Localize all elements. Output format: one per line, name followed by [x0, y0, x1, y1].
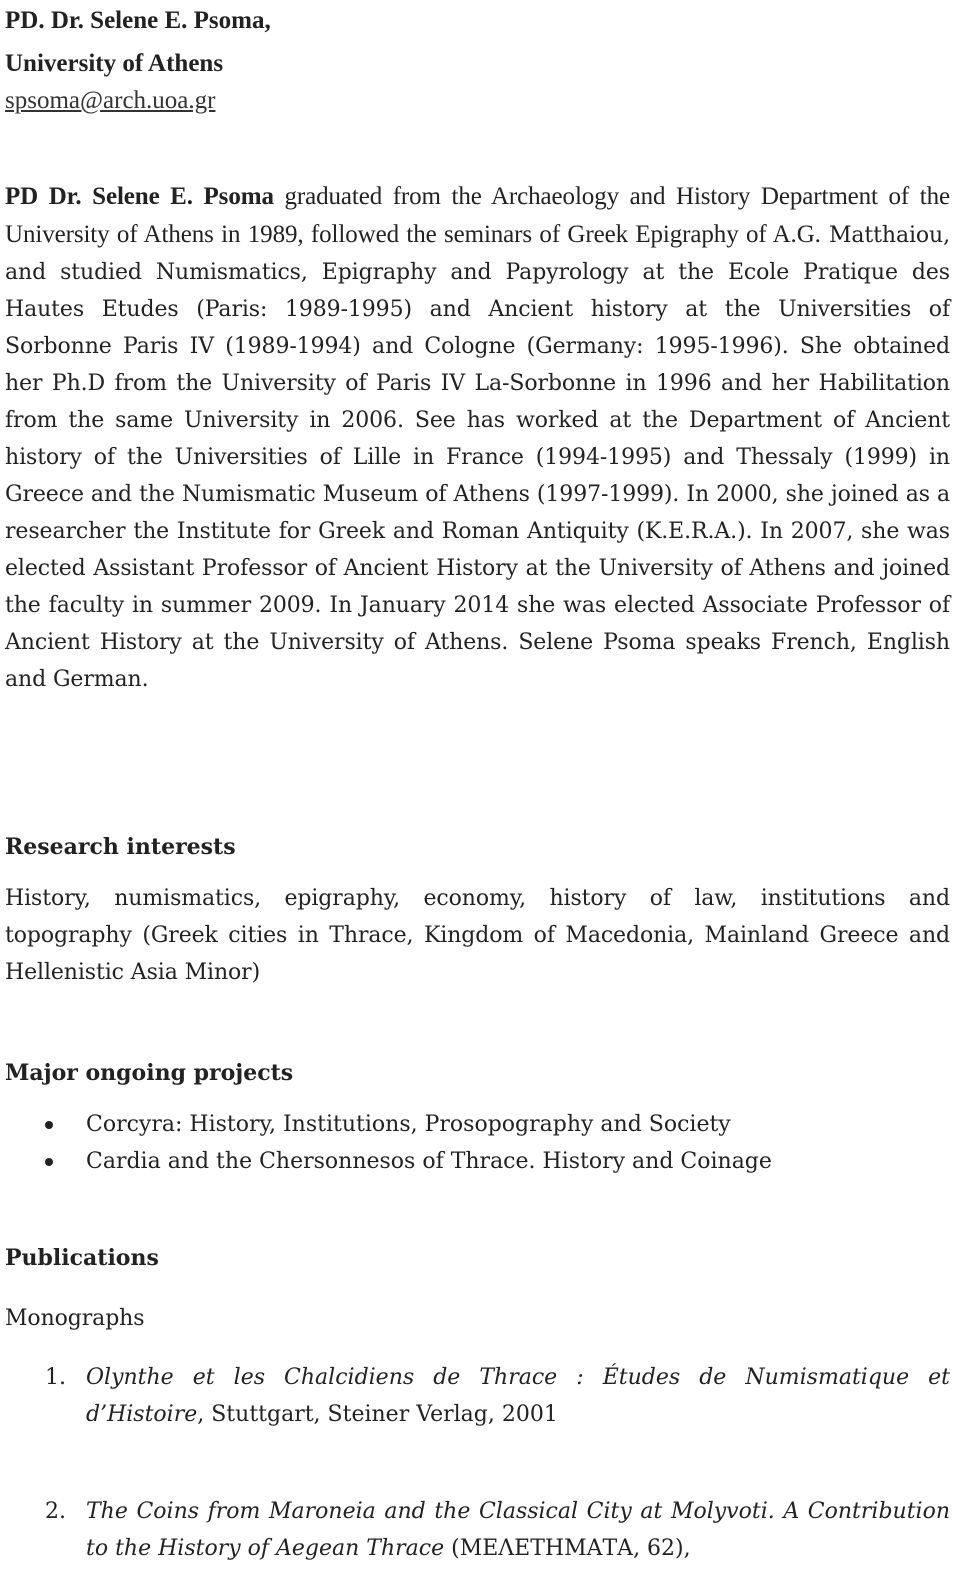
monographs-list-continued	[5, 1493, 950, 1567]
publications-heading: Publications	[5, 1245, 159, 1271]
publication-item	[5, 1493, 950, 1567]
monographs-list	[5, 1359, 950, 1433]
bio-lead-name: PD Dr. Selene E. Psoma	[5, 183, 274, 210]
research-interests-heading: Research interests	[5, 834, 236, 860]
project-item-text: Corcyra: History, Institutions, Prosopography and Society	[86, 1112, 731, 1137]
project-item	[5, 1106, 950, 1143]
research-interests-text: History, numismatics, epigraphy, economy, history of law, institutions and topography (Greek cities in Thrace, Kingdom of Macedonia, Mainland Greece and Hellenistic Asia Minor)	[5, 886, 950, 985]
project-item	[5, 1143, 950, 1180]
publication-title: The Coins from Maroneia and the Classical City at Molyvoti. A Contribution to the History of Aegean Thrace	[86, 1499, 950, 1561]
publication-number: 1.	[45, 1365, 66, 1390]
projects-list	[5, 1106, 950, 1180]
monographs-subheading: Monographs	[5, 1306, 145, 1331]
publication-title: Olynthe et les Chalcidiens de Thrace : Études de Numismatique et d’Histoire	[86, 1365, 950, 1427]
bullet-icon	[45, 1158, 53, 1166]
author-affiliation: University of Athens	[5, 50, 224, 77]
bio-first-lines	[5, 183, 950, 248]
author-email-link[interactable]: spsoma@arch.uoa.gr	[5, 87, 216, 114]
bio-lead-text: graduated from the Archaeology and History Department of the University of Athens in 1989, followed the seminars of Greek Epigraphy of A.G.	[5, 183, 950, 248]
author-name-line: PD. Dr. Selene E. Psoma,	[5, 7, 271, 34]
publication-details: , Stuttgart, Steiner Verlag, 2001	[197, 1402, 558, 1427]
publication-details: (ΜΕΛΕΤΗΜΑΤΑ, 62),	[444, 1536, 691, 1561]
bullet-icon	[45, 1121, 53, 1129]
publication-number: 2.	[45, 1499, 66, 1524]
bio-paragraph	[5, 178, 950, 698]
project-item-text: Cardia and the Chersonnesos of Thrace. History and Coinage	[86, 1149, 772, 1174]
projects-heading: Major ongoing projects	[5, 1060, 294, 1086]
bio-body-text: Matthaiou, and studied Numismatics, Epigraphy and Papyrology at the Ecole Pratique des Hautes Etudes (Paris: 1989-1995) and Ancient history at the Universities of Sorbonne Paris IV (1989-1994) and Cologne (Germany: 1995-1996). She obtained her Ph.D from the University of Paris IV La-Sorbonne in 1996 and her Habilitation from the same University in 2006. See has worked at the Department of Ancient history of the Universities of Lille in France (1994-1995) and Thessaly (1999) in Greece and the Numismatic Museum of Athens (1997-1999). In 2000, she joined as a researcher the Institute for Greek and Roman Antiquity (K.E.R.A.). In 2007, she was elected Assistant Professor of Ancient History at the University of Athens and joined the faculty in summer 2009. In January 2014 she was elected Associate Professor of Ancient History at the University of Athens. Selene Psoma speaks French, English and German.	[5, 223, 951, 692]
publication-item	[5, 1359, 950, 1433]
